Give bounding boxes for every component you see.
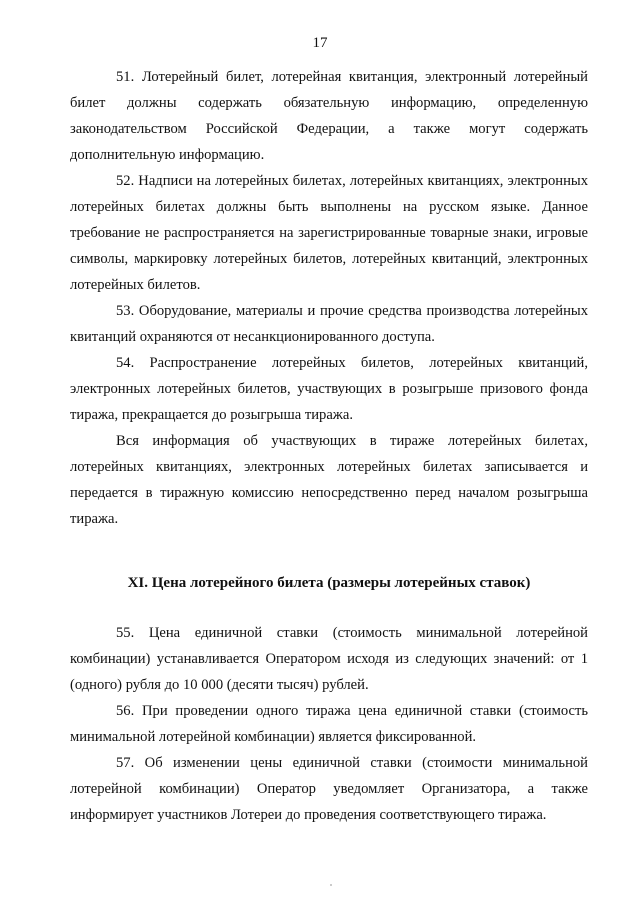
document-body — [70, 64, 588, 828]
paragraph-55: 55. Цена единичной ставки (стоимость минимальной лотерейной комбинации) устанавливается Оператором исходя из следующих значений: от 1 (одного) рубля до 10 000 (десяти тысяч) рублей. — [70, 625, 588, 693]
paragraph-53: 53. Оборудование, материалы и прочие средства производства лотерейных квитанций охраняются от несанкционированного доступа. — [70, 303, 588, 345]
paragraph-56: 56. При проведении одного тиража цена единичной ставки (стоимость минимальной лотерейной комбинации) является фиксированной. — [70, 703, 588, 745]
paragraph-57: 57. Об изменении цены единичной ставки (стоимости минимальной лотерейной комбинации) Оператор уведомляет Организатора, а также информирует участников Лотереи до проведения соответствующего тиража. — [70, 755, 588, 823]
page-number: 17 — [312, 35, 328, 51]
paragraph-54-continuation: Вся информация об участвующих в тираже лотерейных билетах, лотерейных квитанциях, электронных лотерейных билетах записывается и передается в тиражную комиссию непосредственно перед началом розыгрыша тиража. — [70, 433, 588, 527]
scan-speck — [330, 884, 332, 886]
paragraph-54: 54. Распространение лотерейных билетов, лотерейных квитанций, электронных лотерейных билетов, участвующих в розыгрыше призового фонда тиража, прекращается до розыгрыша тиража. — [70, 355, 588, 423]
section-heading: XI. Цена лотерейного билета (размеры лотерейных ставок) — [127, 575, 531, 591]
paragraph-52: 52. Надписи на лотерейных билетах, лотерейных квитанциях, электронных лотерейных билетах должны быть выполнены на русском языке. Данное требование не распространяется на зарегистрированные товарные знаки, игровые символы, маркировку лотерейных билетов, лотерейных квитанций, электронных лотерейных билетов. — [70, 173, 588, 293]
paragraph-51: 51. Лотерейный билет, лотерейная квитанция, электронный лотерейный билет должны содержать обязательную информацию, определенную законодательством Российской Федерации, а также могут содержать дополнительную информацию. — [70, 69, 588, 163]
